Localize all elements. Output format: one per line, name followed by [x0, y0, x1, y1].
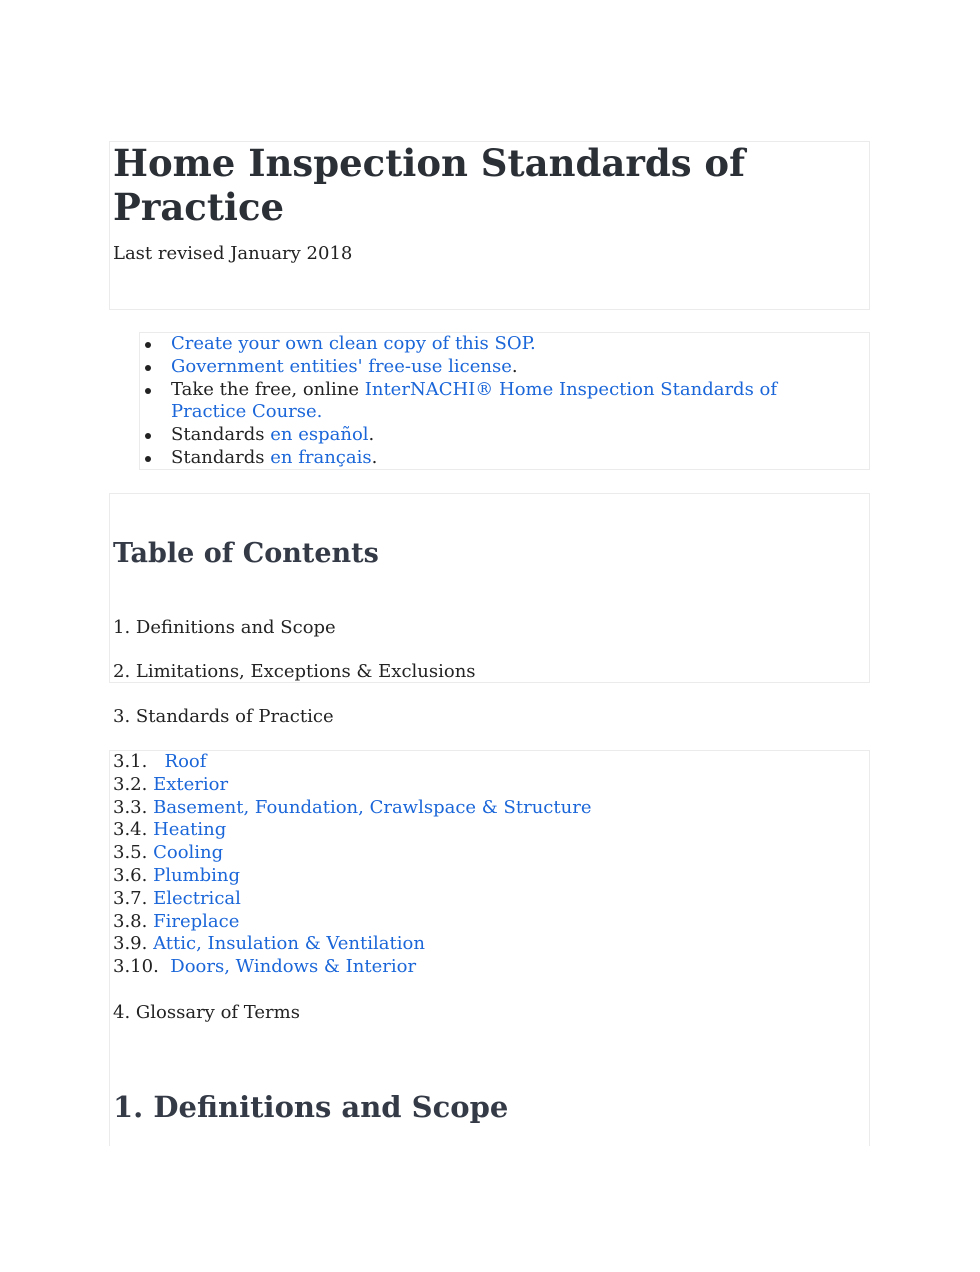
list-item	[113, 956, 591, 979]
list-item-prefix: Standards	[171, 446, 271, 468]
list-item	[171, 424, 851, 447]
toc-panel	[109, 493, 870, 683]
list-item	[113, 774, 591, 797]
list-item-suffix: .	[511, 355, 518, 377]
subsection-number: 3.3.	[113, 796, 148, 818]
subsection-number: 3.2.	[113, 773, 148, 795]
toc-link-attic[interactable]: Attic, Insulation & Ventilation	[153, 933, 425, 955]
subsection-number: 3.7.	[113, 887, 148, 909]
toc-link-plumbing[interactable]: Plumbing	[153, 864, 241, 886]
toc-link-cooling[interactable]: Cooling	[153, 842, 224, 864]
list-item	[171, 379, 851, 425]
toc-link-roof[interactable]: Roof	[164, 751, 207, 772]
list-item-suffix: .	[368, 424, 375, 446]
toc-heading: Table of Contents	[113, 538, 379, 569]
toc-entry-standards: 3. Standards of Practice	[113, 706, 334, 727]
toc-link-doors-windows[interactable]: Doors, Windows & Interior	[170, 956, 417, 978]
subsection-number: 3.9.	[113, 933, 148, 955]
list-item	[171, 356, 851, 379]
last-revised-text: Last revised January 2018	[113, 243, 353, 264]
list-item	[113, 888, 591, 911]
subsection-number: 3.5.	[113, 842, 148, 864]
list-item-suffix: .	[371, 446, 378, 468]
list-item	[113, 865, 591, 888]
list-item-prefix: Standards	[171, 424, 271, 446]
toc-entry-glossary: 4. Glossary of Terms	[113, 1002, 300, 1023]
toc-link-basement[interactable]: Basement, Foundation, Crawlspace & Structure	[153, 796, 592, 818]
list-item	[113, 911, 591, 934]
toc-entry-definitions: 1. Definitions and Scope	[113, 617, 336, 638]
toc-link-fireplace[interactable]: Fireplace	[153, 910, 240, 932]
list-item	[113, 751, 591, 774]
section-heading-definitions: 1. Definitions and Scope	[113, 1090, 509, 1124]
subsection-number: 3.6.	[113, 864, 148, 886]
list-item	[113, 933, 591, 956]
page-title: Home Inspection Standards of Practice	[113, 141, 745, 229]
toc-entry-limitations: 2. Limitations, Exceptions & Exclusions	[113, 661, 476, 682]
toc-link-exterior[interactable]: Exterior	[153, 773, 229, 795]
resource-links-list	[171, 333, 851, 470]
toc-subsection-list	[113, 751, 591, 979]
spanish-standards-link[interactable]: en español	[270, 424, 369, 446]
clean-copy-link[interactable]: Create your own clean copy of this SOP.	[171, 333, 536, 354]
sop-course-link[interactable]: InterNACHI® Home Inspection Standards of Practice Course.	[171, 378, 778, 423]
subsection-number: 3.4.	[113, 819, 148, 841]
list-item	[171, 447, 851, 470]
list-item	[113, 819, 591, 842]
list-item-prefix: Take the free, online	[171, 378, 365, 400]
list-item	[113, 842, 591, 865]
toc-link-heating[interactable]: Heating	[153, 819, 227, 841]
toc-link-electrical[interactable]: Electrical	[153, 887, 241, 909]
french-standards-link[interactable]: en français	[270, 446, 372, 468]
subsection-number: 3.10.	[113, 956, 159, 978]
subsection-number: 3.1.	[113, 751, 148, 772]
list-item	[113, 797, 591, 820]
subsection-number: 3.8.	[113, 910, 148, 932]
free-use-license-link[interactable]: Government entities' free-use license	[171, 355, 512, 377]
list-item	[171, 333, 851, 356]
